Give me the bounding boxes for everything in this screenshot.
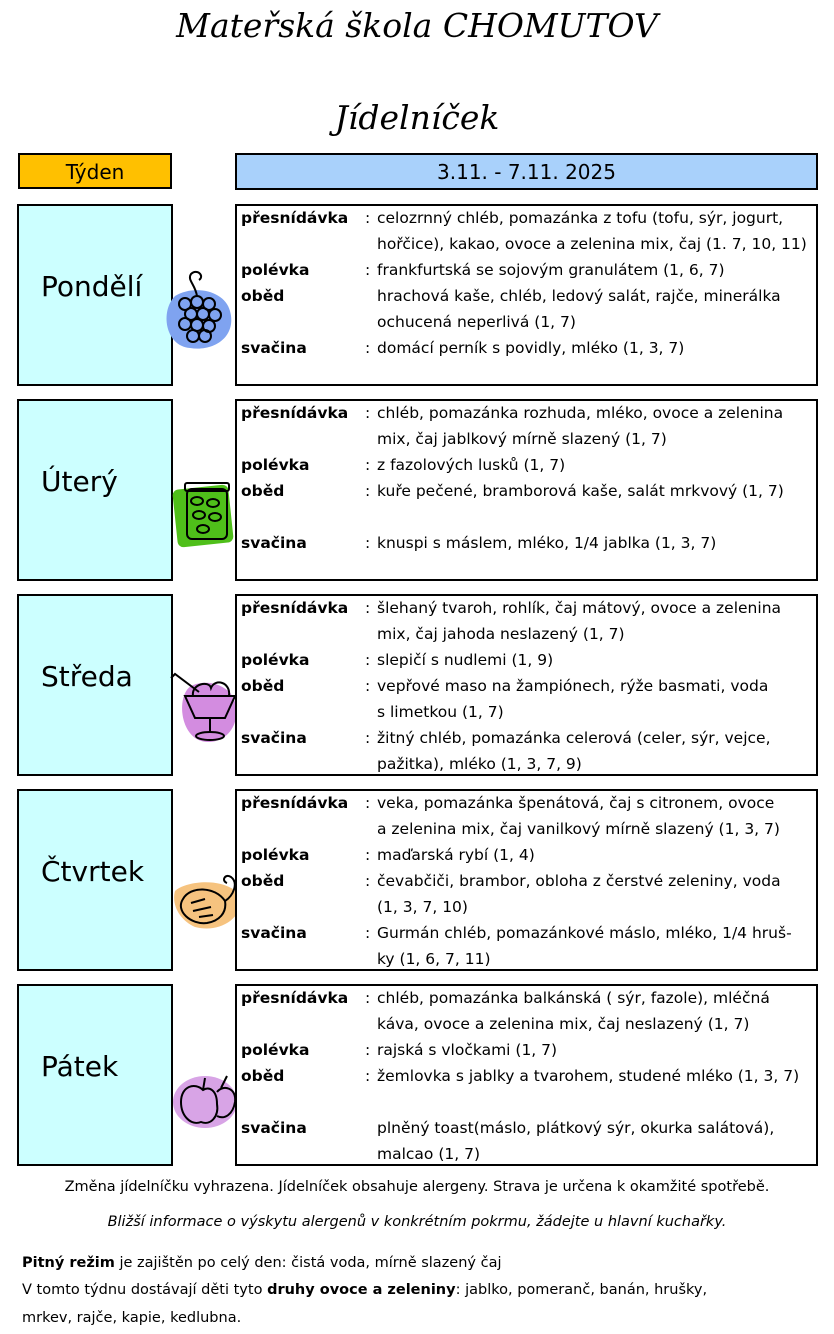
meal-text-line: mix, čaj jahoda neslazený (1, 7) [377,625,625,643]
meal-row [241,842,816,868]
meal-label: polévka [241,261,310,279]
meal-label: oběd [241,1067,285,1085]
meal-text-line: s limetkou (1, 7) [377,703,504,721]
meal-text [377,868,817,920]
grapes-icon [155,266,245,356]
fruit-note-bold: druhy ovoce a zeleniny [267,1282,456,1298]
meal-text-line: slepičí s nudlemi (1, 9) [377,651,554,669]
day-name: Pondělí [41,270,143,303]
meal-text-line: knuspi s máslem, mléko, 1/4 jablka (1, 3, 7) [377,534,717,552]
meal-row [241,595,816,647]
day-name: Pátek [41,1050,119,1083]
meal-text [377,478,817,504]
meal-text [377,842,817,868]
meal-text [377,205,817,257]
meal-label: oběd [241,677,285,695]
meal-text [377,985,817,1037]
meal-text [377,647,817,673]
day-menu [235,399,818,581]
meal-row [241,985,816,1037]
meal-text-line: z fazolových lusků (1, 7) [377,456,566,474]
meal-text-line: káva, ovoce a zelenina mix, čaj neslazený (1, 7) [377,1015,750,1033]
meal-text-line: celozrnný chléb, pomazánka z tofu (tofu, sýr, jogurt, [377,209,784,227]
fruit-note-line2: mrkev, rajče, kapie, kedlubna. [22,1310,242,1326]
page-title: Jídelníček [334,98,500,137]
meal-label: oběd [241,287,285,305]
meal-row [241,400,816,452]
meal-colon: : [365,261,371,279]
meal-text-line: plněný toast(máslo, plátkový sýr, okurka salátová), [377,1119,775,1137]
meal-text-line: ky (1, 6, 7, 11) [377,950,491,968]
school-name: Mateřská škola CHOMUTOV [176,6,658,45]
meal-colon: : [365,534,371,552]
meal-colon: : [365,794,371,812]
meal-text [377,595,817,647]
meal-text [377,257,817,283]
meal-row [241,1063,816,1089]
meal-text-line: chléb, pomazánka rozhuda, mléko, ovoce a zelenina [377,404,784,422]
day-menu [235,789,818,971]
day-menu [235,984,818,1166]
meal-text-line: frankfurtská se sojovým granulátem (1, 6, 7) [377,261,725,279]
drink-regime-text: je zajištěn po celý den: čistá voda, mírně slazený čaj [114,1255,502,1271]
meal-text-line: hrachová kaše, chléb, ledový salát, rajče, minerálka [377,287,781,305]
day-menu [235,594,818,776]
meal-colon: : [365,872,371,890]
meal-row [241,257,816,283]
meal-label: svačina [241,729,307,747]
meal-label: polévka [241,846,310,864]
meal-label: polévka [241,456,310,474]
meal-colon: : [365,924,371,942]
meal-text [377,1063,817,1089]
meal-label: přesnídávka [241,794,349,812]
meal-colon: : [365,599,371,617]
meal-row [241,790,816,842]
meal-colon: : [365,209,371,227]
fruit-note-start: V tomto týdnu dostávají děti tyto [22,1282,268,1298]
meal-row [241,920,816,972]
meal-text-line: pažitka), mléko (1, 3, 7, 9) [377,755,582,773]
meal-colon: : [365,1067,371,1085]
drink-regime-bold: Pitný režim [22,1255,115,1271]
fruit-note [22,1277,707,1303]
meal-row [241,1037,816,1063]
meal-row [241,868,816,920]
meal-colon: : [365,651,371,669]
meal-text-line: domácí perník s povidly, mléko (1, 3, 7) [377,339,685,357]
meal-colon: : [365,846,371,864]
drink-regime-note [22,1250,502,1276]
day-name: Úterý [41,465,118,498]
meal-text-line: ochucená neperlivá (1, 7) [377,313,576,331]
meal-text-line: rajská s vločkami (1, 7) [377,1041,558,1059]
footer-allergen-info: Bližší informace o výskytu alergenů v konkrétním pokrmu, žádejte u hlavní kuchařky. [107,1214,727,1230]
meal-label: polévka [241,651,310,669]
meal-text-line: maďarská rybí (1, 4) [377,846,535,864]
meal-text [377,400,817,452]
meal-label: svačina [241,534,307,552]
meal-text [377,1037,817,1063]
day-label-box [17,594,173,776]
meal-text-line: hořčice), kakao, ovoce a zelenina mix, čaj (1. 7, 10, 11) [377,235,807,253]
meal-row [241,452,816,478]
meal-text-line: Gurmán chléb, pomazánkové máslo, mléko, 1/4 hruš- [377,924,792,942]
meal-text-line: žitný chléb, pomazánka celerová (celer, sýr, vejce, [377,729,771,747]
meal-label: přesnídávka [241,599,349,617]
meal-text-line: čevabčiči, brambor, obloha z čerstvé zeleniny, voda [377,872,781,890]
meal-label: svačina [241,1119,307,1137]
meal-text [377,790,817,842]
meal-text [377,452,817,478]
meal-row [241,335,816,361]
meal-label: přesnídávka [241,404,349,422]
meal-text [377,725,817,777]
meal-text-line: malcao (1, 7) [377,1145,481,1163]
meal-row [241,673,816,725]
day-name: Čtvrtek [41,855,145,888]
day-label-box [17,789,173,971]
meal-colon: : [365,677,371,695]
week-label: Týden [18,153,172,189]
meal-colon: : [365,989,371,1007]
meal-row [241,478,816,504]
meal-text-line: mix, čaj jablkový mírně slazený (1, 7) [377,430,667,448]
meal-colon: : [365,404,371,422]
meal-label: přesnídávka [241,209,349,227]
meal-text-line: a zelenina mix, čaj vanilkový mírně slazený (1, 3, 7) [377,820,780,838]
meal-label: svačina [241,924,307,942]
meal-label: oběd [241,482,285,500]
meal-row [241,1115,816,1167]
meal-text-line: kuře pečené, bramborová kaše, salát mrkvový (1, 7) [377,482,784,500]
meal-label: přesnídávka [241,989,349,1007]
meal-row [241,283,816,335]
meal-colon: : [365,456,371,474]
meal-text-line: (1, 3, 7, 10) [377,898,468,916]
fruit-note-rest: : jablko, pomeranč, banán, hrušky, [455,1282,708,1298]
day-label-box [17,399,173,581]
meal-text [377,283,817,335]
meal-row [241,205,816,257]
meal-text-line: šlehaný tvaroh, rohlík, čaj mátový, ovoce a zelenina [377,599,782,617]
sundae-glass-icon [155,656,245,746]
pickle-jar-icon [155,461,245,551]
day-label-box [17,204,173,386]
meal-text [377,920,817,972]
day-label-box [17,984,173,1166]
meal-label: polévka [241,1041,310,1059]
footer-notice: Změna jídelníčku vyhrazena. Jídelníček obsahuje alergeny. Strava je určena k okamžité spotřebě. [64,1179,770,1195]
meal-label: oběd [241,872,285,890]
meal-text-line: veka, pomazánka špenátová, čaj s citronem, ovoce [377,794,775,812]
cornucopia-icon [155,851,245,941]
meal-text [377,673,817,725]
meal-text-line: chléb, pomazánka balkánská ( sýr, fazole), mléčná [377,989,770,1007]
meal-text [377,1115,817,1167]
meal-label: svačina [241,339,307,357]
meal-row [241,530,816,556]
day-menu [235,204,818,386]
meal-text [377,335,817,361]
meal-colon: : [365,482,371,500]
day-name: Středa [41,660,133,693]
meal-row [241,647,816,673]
meal-text-line: vepřové maso na žampiónech, rýže basmati, voda [377,677,769,695]
week-range: 3.11. - 7.11. 2025 [235,153,818,190]
meal-colon: : [365,729,371,747]
meal-colon: : [365,1041,371,1059]
meal-text [377,530,817,556]
apples-icon [155,1046,245,1136]
meal-text-line: žemlovka s jablky a tvarohem, studené mléko (1, 3, 7) [377,1067,800,1085]
meal-colon: : [365,339,371,357]
meal-row [241,725,816,777]
